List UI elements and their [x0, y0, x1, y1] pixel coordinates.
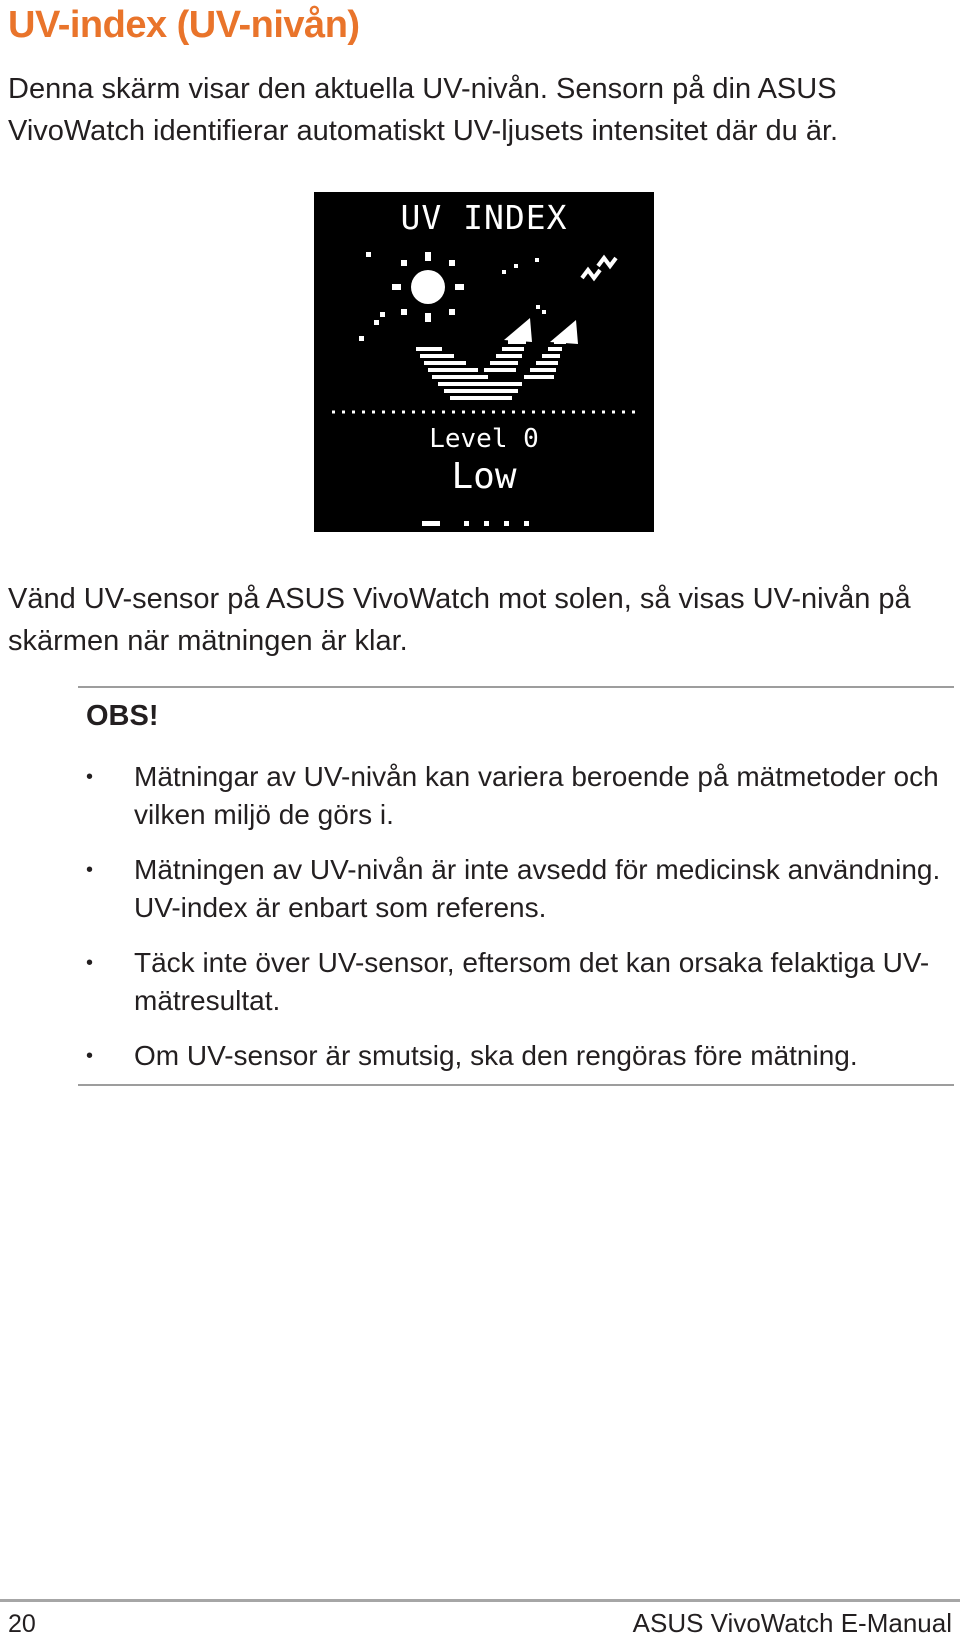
uv-level-status: Low — [451, 456, 517, 497]
page-number: 20 — [8, 1610, 36, 1638]
instruction-paragraph: Vänd UV-sensor på ASUS VivoWatch mot solen, så visas UV-nivån på skärmen när mätningen är klar. — [8, 583, 911, 657]
manual-title: ASUS VivoWatch E-Manual — [632, 1608, 952, 1638]
intro-paragraph: Denna skärm visar den aktuella UV-nivån. Sensorn på din ASUS VivoWatch identifierar automatiskt UV-ljusets intensitet där du är. — [8, 73, 839, 147]
note-heading: OBS! — [86, 700, 159, 732]
note-item-text: Mätningar av UV-nivån kan variera beroende på mätmetoder och vilken miljö de görs i. — [134, 761, 939, 830]
page-title: UV-index (UV-nivån) — [8, 4, 360, 46]
bullet-icon: • — [86, 859, 94, 881]
uv-level-value: Level 0 — [429, 424, 539, 454]
bullet-icon: • — [86, 952, 94, 974]
note-top-rule — [78, 686, 954, 688]
watch-screen-image — [314, 192, 654, 532]
bullet-icon: • — [86, 1045, 94, 1067]
note-item — [86, 944, 956, 1020]
note-item-text: Täck inte över UV-sensor, eftersom det kan orsaka felaktiga UV-mätresultat. — [134, 947, 930, 1016]
page-indicator — [422, 521, 529, 526]
birds-icon — [582, 258, 616, 278]
uv-rays-icon — [416, 318, 578, 400]
footer-rule — [0, 1599, 960, 1602]
bullet-icon: • — [86, 766, 94, 788]
note-item-text: Mätningen av UV-nivån är inte avsedd för medicinsk användning. UV-index är enbart som referens. — [134, 854, 941, 923]
note-item — [86, 851, 956, 927]
note-list — [86, 758, 956, 1092]
note-item — [86, 1037, 956, 1075]
note-item — [86, 758, 956, 834]
watch-screen-title: UV INDEX — [400, 198, 568, 237]
sun-icon — [359, 252, 546, 341]
note-item-text: Om UV-sensor är smutsig, ska den rengöras före mätning. — [134, 1040, 858, 1071]
note-bottom-rule — [78, 1084, 954, 1086]
